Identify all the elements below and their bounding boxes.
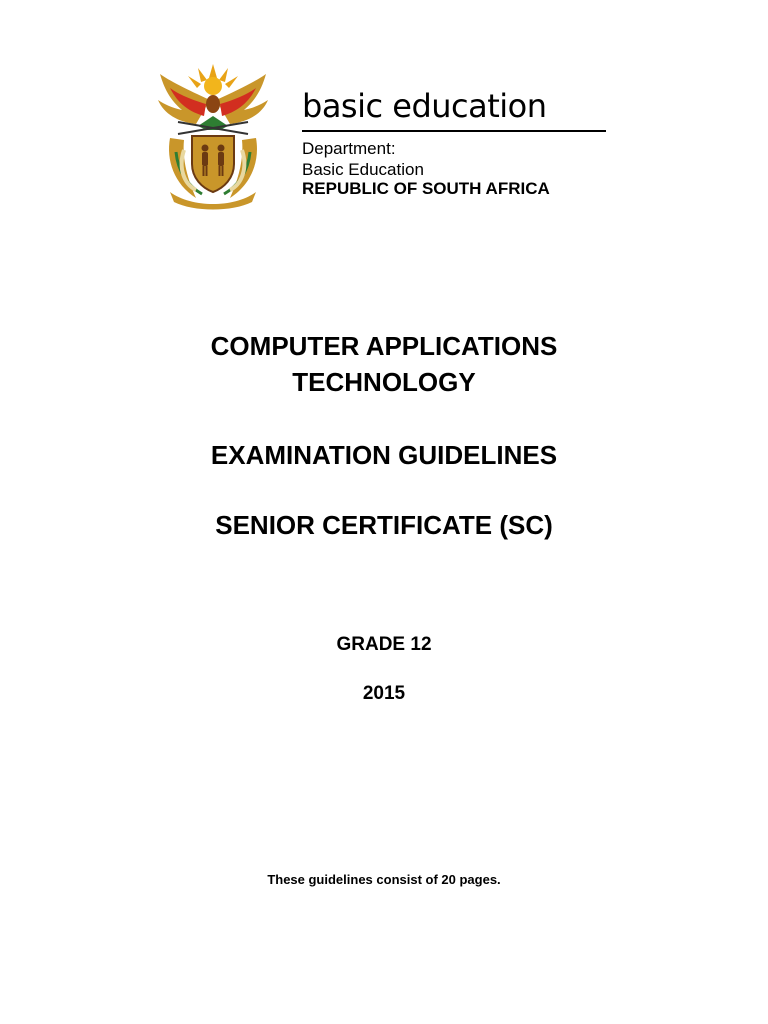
document-title	[0, 328, 768, 400]
coat-of-arms-icon	[148, 60, 278, 210]
brand-divider	[302, 130, 606, 132]
department-line-2: Basic Education	[302, 160, 424, 179]
document-subtitle: EXAMINATION GUIDELINES	[210, 440, 558, 470]
republic-label: REPUBLIC OF SOUTH AFRICA	[302, 179, 550, 198]
brand-name: basic education	[302, 87, 547, 125]
title-line-1: COMPUTER APPLICATIONS	[210, 331, 558, 361]
department-label	[302, 138, 424, 180]
department-line-1: Department:	[302, 139, 396, 158]
certificate-label: SENIOR CERTIFICATE (SC)	[215, 510, 553, 540]
year-label: 2015	[362, 683, 406, 704]
brand-block	[302, 86, 550, 198]
title-line-2: TECHNOLOGY	[292, 367, 476, 397]
grade-label: GRADE 12	[336, 634, 432, 655]
page-count-note: These guidelines consist of 20 pages.	[267, 872, 501, 887]
department-header	[138, 50, 624, 218]
